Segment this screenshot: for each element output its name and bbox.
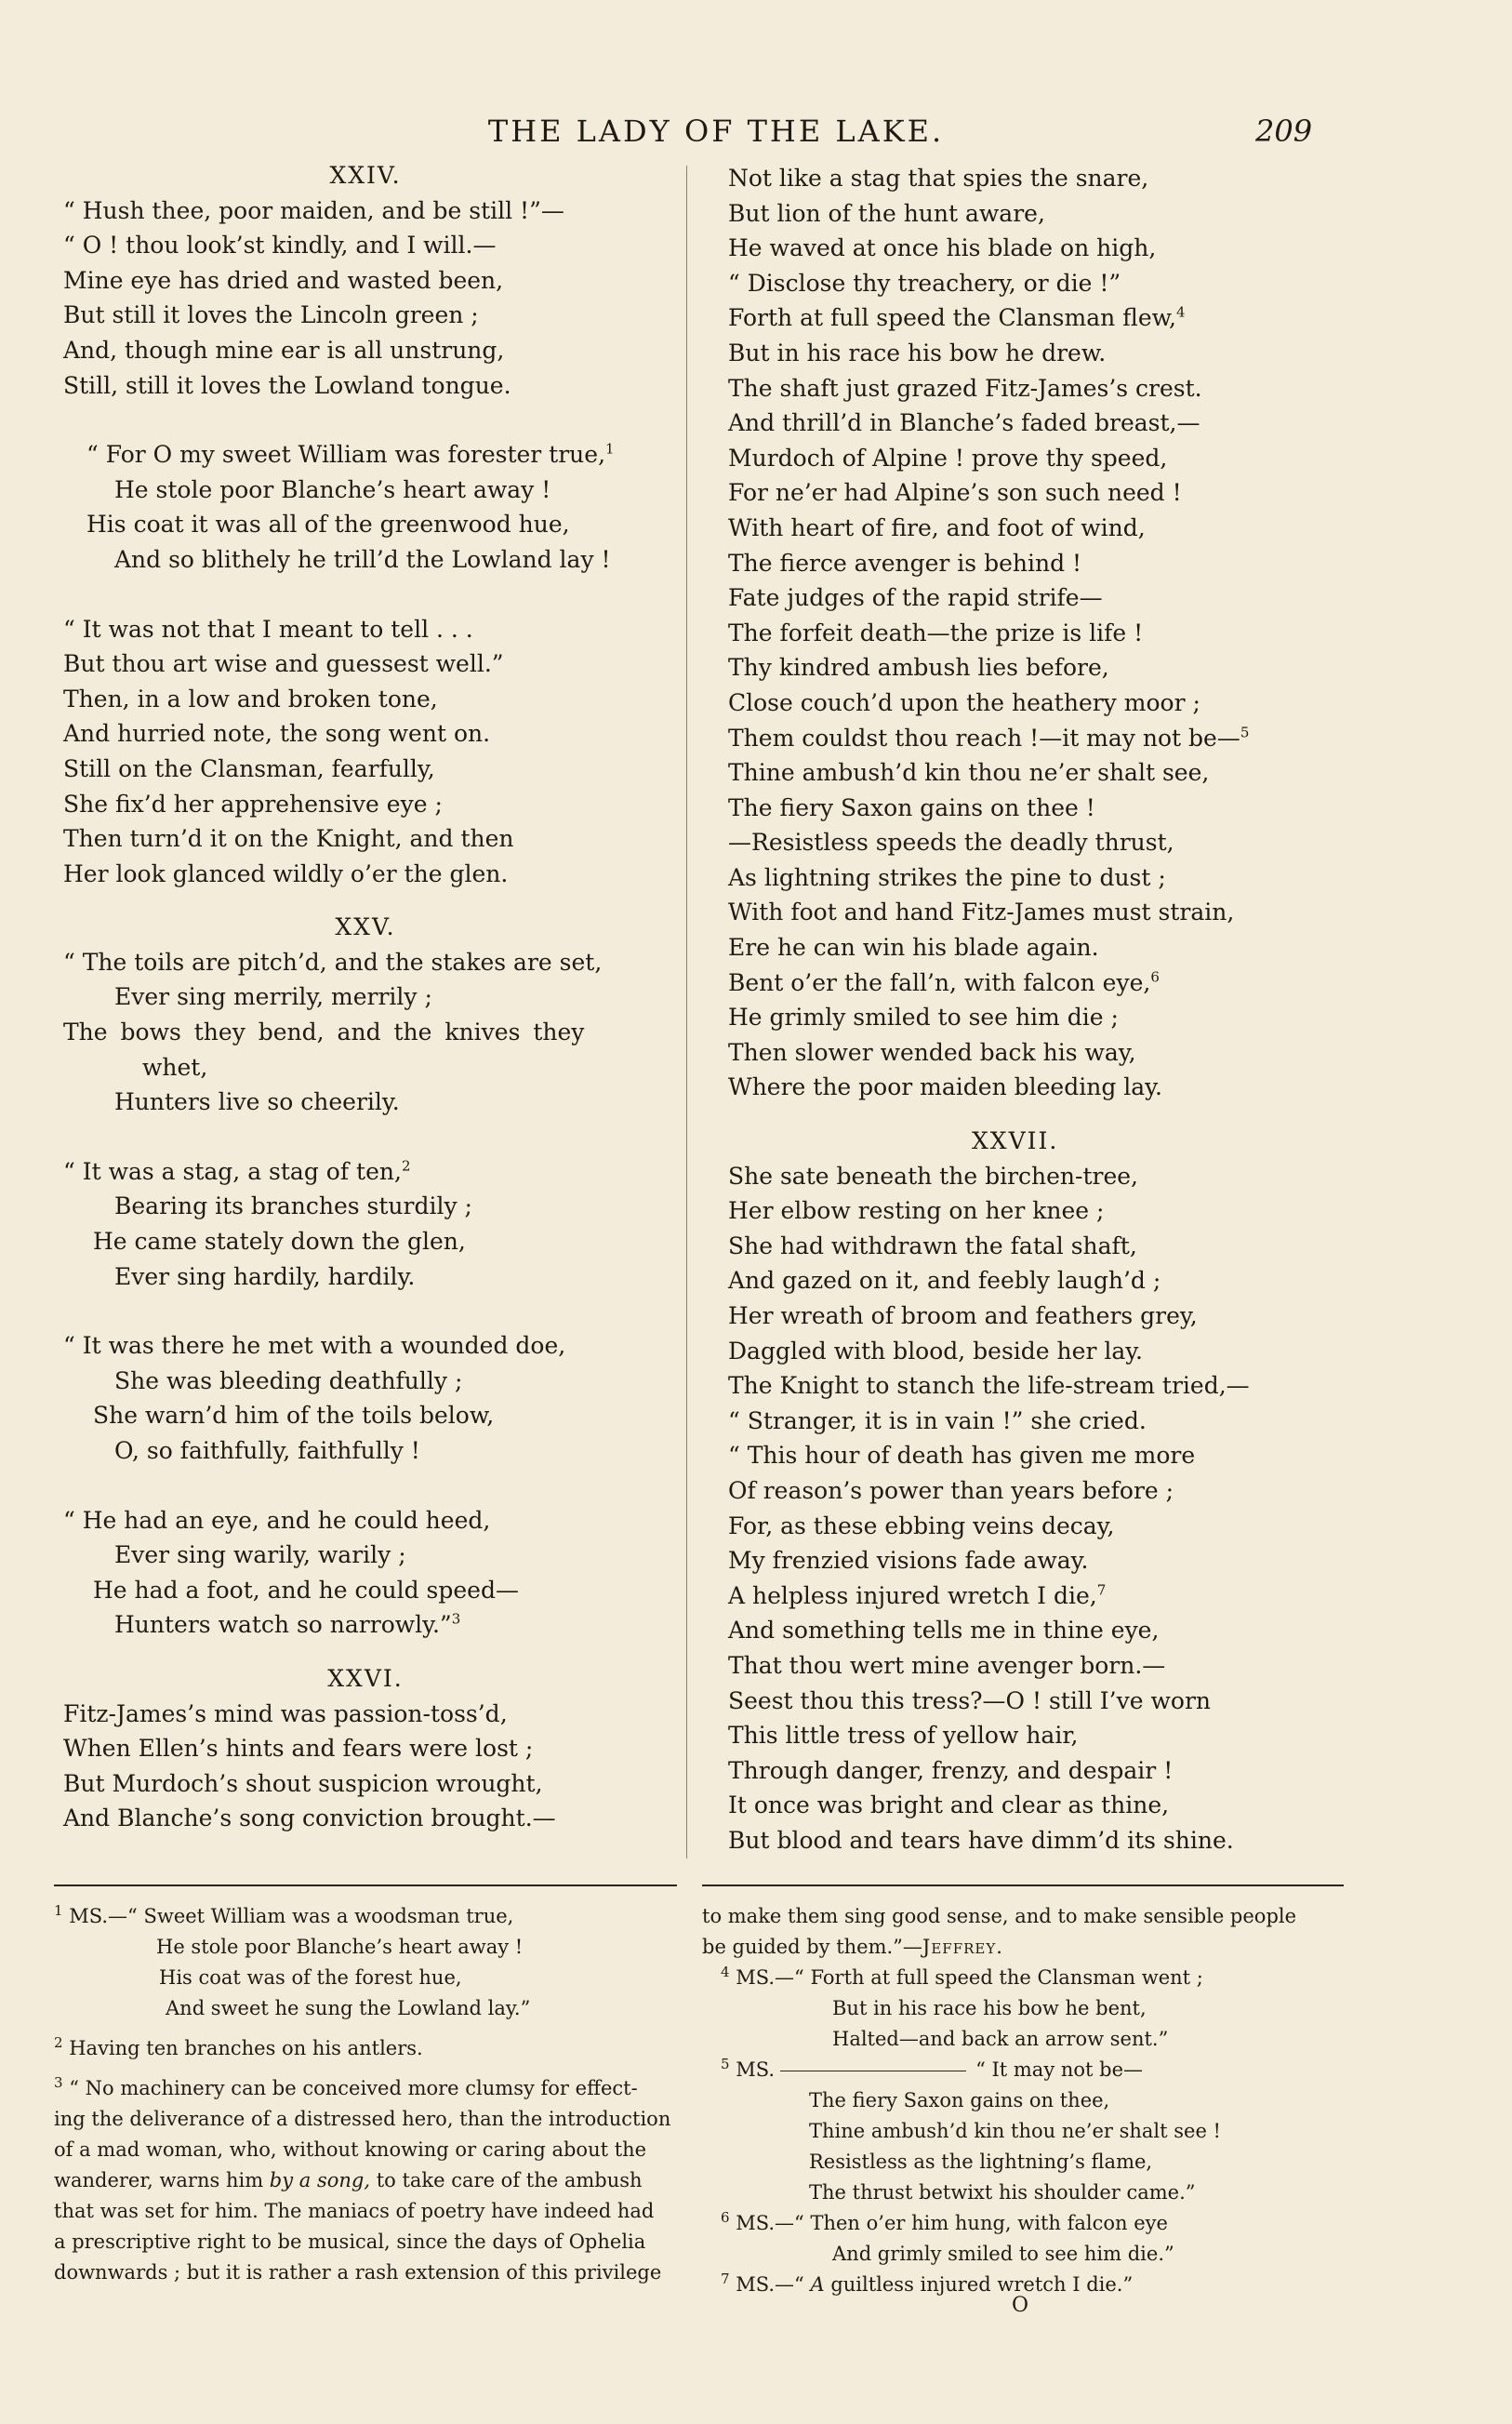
stanza-block [63,1154,668,1294]
left-column [63,158,668,1836]
verse-line: He stole poor Blanche’s heart away ! [114,475,551,503]
verse-line: Then, in a low and broken tone, [63,685,438,713]
verse-line: Still, still it loves the Lowland tongue. [63,371,511,399]
footnote-rule-right [702,1885,1344,1886]
footnote-7: $^7$ MS.—“ A guiltless injured wretch I die.” [721,2271,1134,2296]
footnotes-right [702,1901,1353,2300]
verse-line: And, though mine ear is all unstrung, [63,336,505,364]
stanza-heading-xxv: XXV. [335,913,396,941]
verse-line: When Ellen’s hints and fears were lost ; [63,1735,534,1763]
verse-line: The Knight to stanch the life-stream tried,— [728,1372,1250,1400]
verse-line: She sate beneath the birchen-tree, [728,1162,1139,1190]
verse-line: A helpless injured wretch I die,$^7$ [728,1581,1107,1609]
verse-line: His coat it was all of the greenwood hue, [86,511,570,539]
stanza-block [63,945,668,1120]
verse-line: Bent o’er the fall’n, with falcon eye,$^6$ [728,968,1160,996]
footnote-line: ing the deliverance of a distressed hero, than the introduction [54,2108,671,2130]
verse-line: Murdoch of Alpine ! prove thy speed, [728,444,1168,472]
footnote-line: The fiery Saxon gains on thee, [809,2089,1110,2111]
stanza-block [63,1503,668,1643]
footnote-line: The thrust betwixt his shoulder came.” [809,2181,1196,2204]
stanza-block [63,437,668,577]
verse-line: He came stately down the glen, [93,1228,466,1256]
footnote-line: Halted—and back an arrow sent.” [832,2028,1169,2050]
verse-line: Ere he can win his blade again. [728,934,1099,962]
verse-line: “ Disclose thy treachery, or die !” [728,269,1121,297]
footnote-line: of a mad woman, who, without knowing or caring about the [54,2138,647,2161]
verse-line: whet, [142,1053,208,1081]
footnotes-left [54,1901,677,2288]
verse-line: This little tress of yellow hair, [728,1722,1079,1750]
verse-line: She warn’d him of the toils below, [93,1402,495,1430]
verse-line: And Blanche’s song conviction brought.— [63,1805,556,1832]
verse-line: Not like a stag that spies the snare, [728,165,1149,192]
verse-line: But thou art wise and guessest well.” [63,650,504,678]
verse-line: Daggled with blood, beside her lay. [728,1337,1143,1365]
verse-line: But lion of the hunt aware, [728,199,1045,227]
verse-line: It once was bright and clear as thine, [728,1791,1170,1819]
verse-line: “ Hush thee, poor maiden, and be still !”— [63,196,564,224]
verse-line: Ever sing warily, warily ; [114,1541,406,1569]
footnote-continuation: be guided by them.”—Jeffrey. [702,1936,1003,1958]
verse-line: Hunters live so cheerily. [114,1088,400,1116]
verse-line: The bows they bend, and the knives they [63,1019,585,1046]
verse-line: She was bleeding deathfully ; [114,1366,463,1394]
stanza-block [63,1697,668,1836]
verse-line: The forfeit death—the prize is life ! [728,619,1144,646]
verse-line: The fiery Saxon gains on thee ! [728,793,1095,821]
footnote-line: wanderer, warns him by a song, to take care of the ambush [54,2169,643,2191]
verse-line: And hurried note, the song went on. [63,720,491,748]
verse-line: But Murdoch’s shout suspicion wrought, [63,1769,543,1797]
verse-line: He waved at once his blade on high, [728,234,1157,262]
verse-line: Close couch’d upon the heathery moor ; [728,688,1200,716]
verse-line: Fitz-James’s mind was passion-toss’d, [63,1699,508,1727]
stanza-heading-xxiv: XXIV. [329,162,402,189]
footnote-line: And grimly smiled to see him die.” [832,2243,1174,2265]
running-title: THE LADY OF THE LAKE. [487,113,945,149]
verse-line: But blood and tears have dimm’d its shine. [728,1826,1234,1854]
footnote-line: His coat was of the forest hue, [159,1966,462,1989]
verse-line: “ He had an eye, and he could heed, [63,1506,491,1534]
right-column [728,161,1435,1858]
verse-line: Ever sing merrily, merrily ; [114,983,432,1011]
footnote-line: that was set for him. The maniacs of poetry have indeed had [54,2200,655,2222]
footnote-line: And sweet he sung the Lowland lay.” [166,1997,531,2019]
footnote-4: $^4$ MS.—“ Forth at full speed the Clansman went ; [721,1964,1203,1989]
verse-line: With foot and hand Fitz-James must strain, [728,899,1235,926]
verse-line: Them couldst thou reach !—it may not be—$^5$ [728,724,1250,752]
verse-line: Her wreath of broom and feathers grey, [728,1302,1198,1329]
verse-line: She had withdrawn the fatal shaft, [728,1232,1137,1259]
verse-line: Thine ambush’d kin thou ne’er shalt see, [728,759,1210,787]
verse-line: The shaft just grazed Fitz-James’s crest. [728,374,1202,402]
footnote-3: $^3$ “ No machinery can be conceived more clumsy for effect- [54,2074,638,2099]
verse-line: As lightning strikes the pine to dust ; [728,863,1166,891]
footnote-ref: 1 [605,440,615,458]
verse-line: Hunters watch so narrowly.”$^3$ [114,1611,461,1639]
footnote-continuation: to make them sing good sense, and to make sensible people [702,1905,1297,1927]
footnote-6: $^6$ MS.—“ Then o’er him hung, with falcon eye [721,2209,1168,2234]
verse-line: Mine eye has dried and wasted been, [63,266,504,294]
footnote-line: He stole poor Blanche’s heart away ! [156,1936,524,1958]
verse-line: For ne’er had Alpine’s son such need ! [728,479,1182,507]
verse-line: That thou wert mine avenger born.— [728,1651,1166,1679]
verse-line: Seest thou this tress?—O ! still I’ve worn [728,1686,1211,1714]
verse-line: But still it loves the Lincoln green ; [63,301,479,329]
stanza-heading-xxvi: XXVI. [327,1664,404,1692]
footnote-ref: 3 [451,1611,461,1629]
column-divider [686,166,687,1858]
footnote-line: Resistless as the lightning’s flame, [809,2151,1153,2173]
verse-line: My frenzied visions fade away. [728,1547,1089,1575]
verse-line: And so blithely he trill’d the Lowland lay ! [114,545,611,573]
footnote-ref: 5 [1240,724,1250,741]
verse-line: For, as these ebbing veins decay, [728,1512,1115,1539]
verse-line: O, so faithfully, faithfully ! [114,1437,420,1464]
verse-line: Where the poor maiden bleeding lay. [728,1073,1162,1101]
footnote-5: $^5$ MS. “ It may not be— [721,2056,1144,2081]
verse-line: Then turn’d it on the Knight, and then [63,825,514,853]
signature-mark: O [1012,2294,1029,2317]
verse-line: Still on the Clansman, fearfully, [63,754,435,782]
verse-line: And thrill’d in Blanche’s faded breast,— [728,409,1200,437]
verse-line: And gazed on it, and feebly laugh’d ; [728,1267,1161,1295]
verse-line: The fierce avenger is behind ! [728,549,1082,577]
footnote-rule-left [54,1885,677,1886]
verse-line: Ever sing hardily, hardily. [114,1262,416,1290]
verse-line: And something tells me in thine eye, [728,1617,1160,1645]
verse-line: Bearing its branches sturdily ; [114,1192,472,1220]
verse-line: He had a foot, and he could speed— [93,1576,519,1604]
verse-line: Through danger, frenzy, and despair ! [728,1756,1174,1784]
page-number: 209 [1255,113,1313,149]
footnote-line: downwards ; but it is rather a rash extension of this privilege [54,2261,662,2284]
footnote-ref: 7 [1096,1581,1107,1599]
footnote-2: $^2$ Having ten branches on his antlers. [54,2034,423,2059]
footnote-line: a prescriptive right to be musical, since the days of Ophelia [54,2231,646,2253]
verse-line: “ It was there he met with a wounded doe, [63,1332,566,1360]
footnote-line: But in his race his bow he bent, [832,1997,1147,2019]
stanza-block [63,1328,668,1468]
footnote-ref: 6 [1150,968,1160,986]
verse-line: Her look glanced wildly o’er the glen. [63,859,509,887]
footnote-line: Thine ambush’d kin thou ne’er shalt see ! [809,2120,1221,2142]
verse-line: Then slower wended back his way, [728,1038,1136,1066]
verse-line: But in his race his bow he drew. [728,339,1107,366]
footnote-ref: 2 [401,1157,411,1175]
verse-line: Thy kindred ambush lies before, [728,654,1109,682]
verse-line: She fix’d her apprehensive eye ; [63,790,443,818]
verse-line: “ The toils are pitch’d, and the stakes are set, [63,948,603,976]
footnote-ref: 4 [1176,304,1186,322]
verse-line: Her elbow resting on her knee ; [728,1197,1105,1225]
verse-line: Fate judges of the rapid strife— [728,584,1103,612]
verse-line: “ Stranger, it is in vain !” she cried. [728,1406,1147,1434]
verse-line: “ It was a stag, a stag of ten,$^2$ [63,1157,411,1185]
verse-line: —Resistless speeds the deadly thrust, [728,829,1174,857]
verse-line: “ For O my sweet William was forester true,$^1$ [86,440,615,469]
verse-line: “ This hour of death has given me more [728,1442,1196,1470]
verse-line: “ It was not that I meant to tell . . . [63,615,473,643]
verse-line: He grimly smiled to see him die ; [728,1004,1119,1032]
stanza-heading-xxvii: XXVII. [972,1127,1059,1155]
verse-line: Forth at full speed the Clansman flew,$^4$ [728,304,1186,332]
stanza-block [63,193,668,404]
verse-line: Of reason’s power than years before ; [728,1476,1174,1504]
stanza-block [63,612,668,892]
verse-line: With heart of fire, and foot of wind, [728,513,1146,541]
verse-line: “ O ! thou look’st kindly, and I will.— [63,232,497,260]
footnote-1: $^1$ MS.—“ Sweet William was a woodsman true, [54,1902,514,1927]
